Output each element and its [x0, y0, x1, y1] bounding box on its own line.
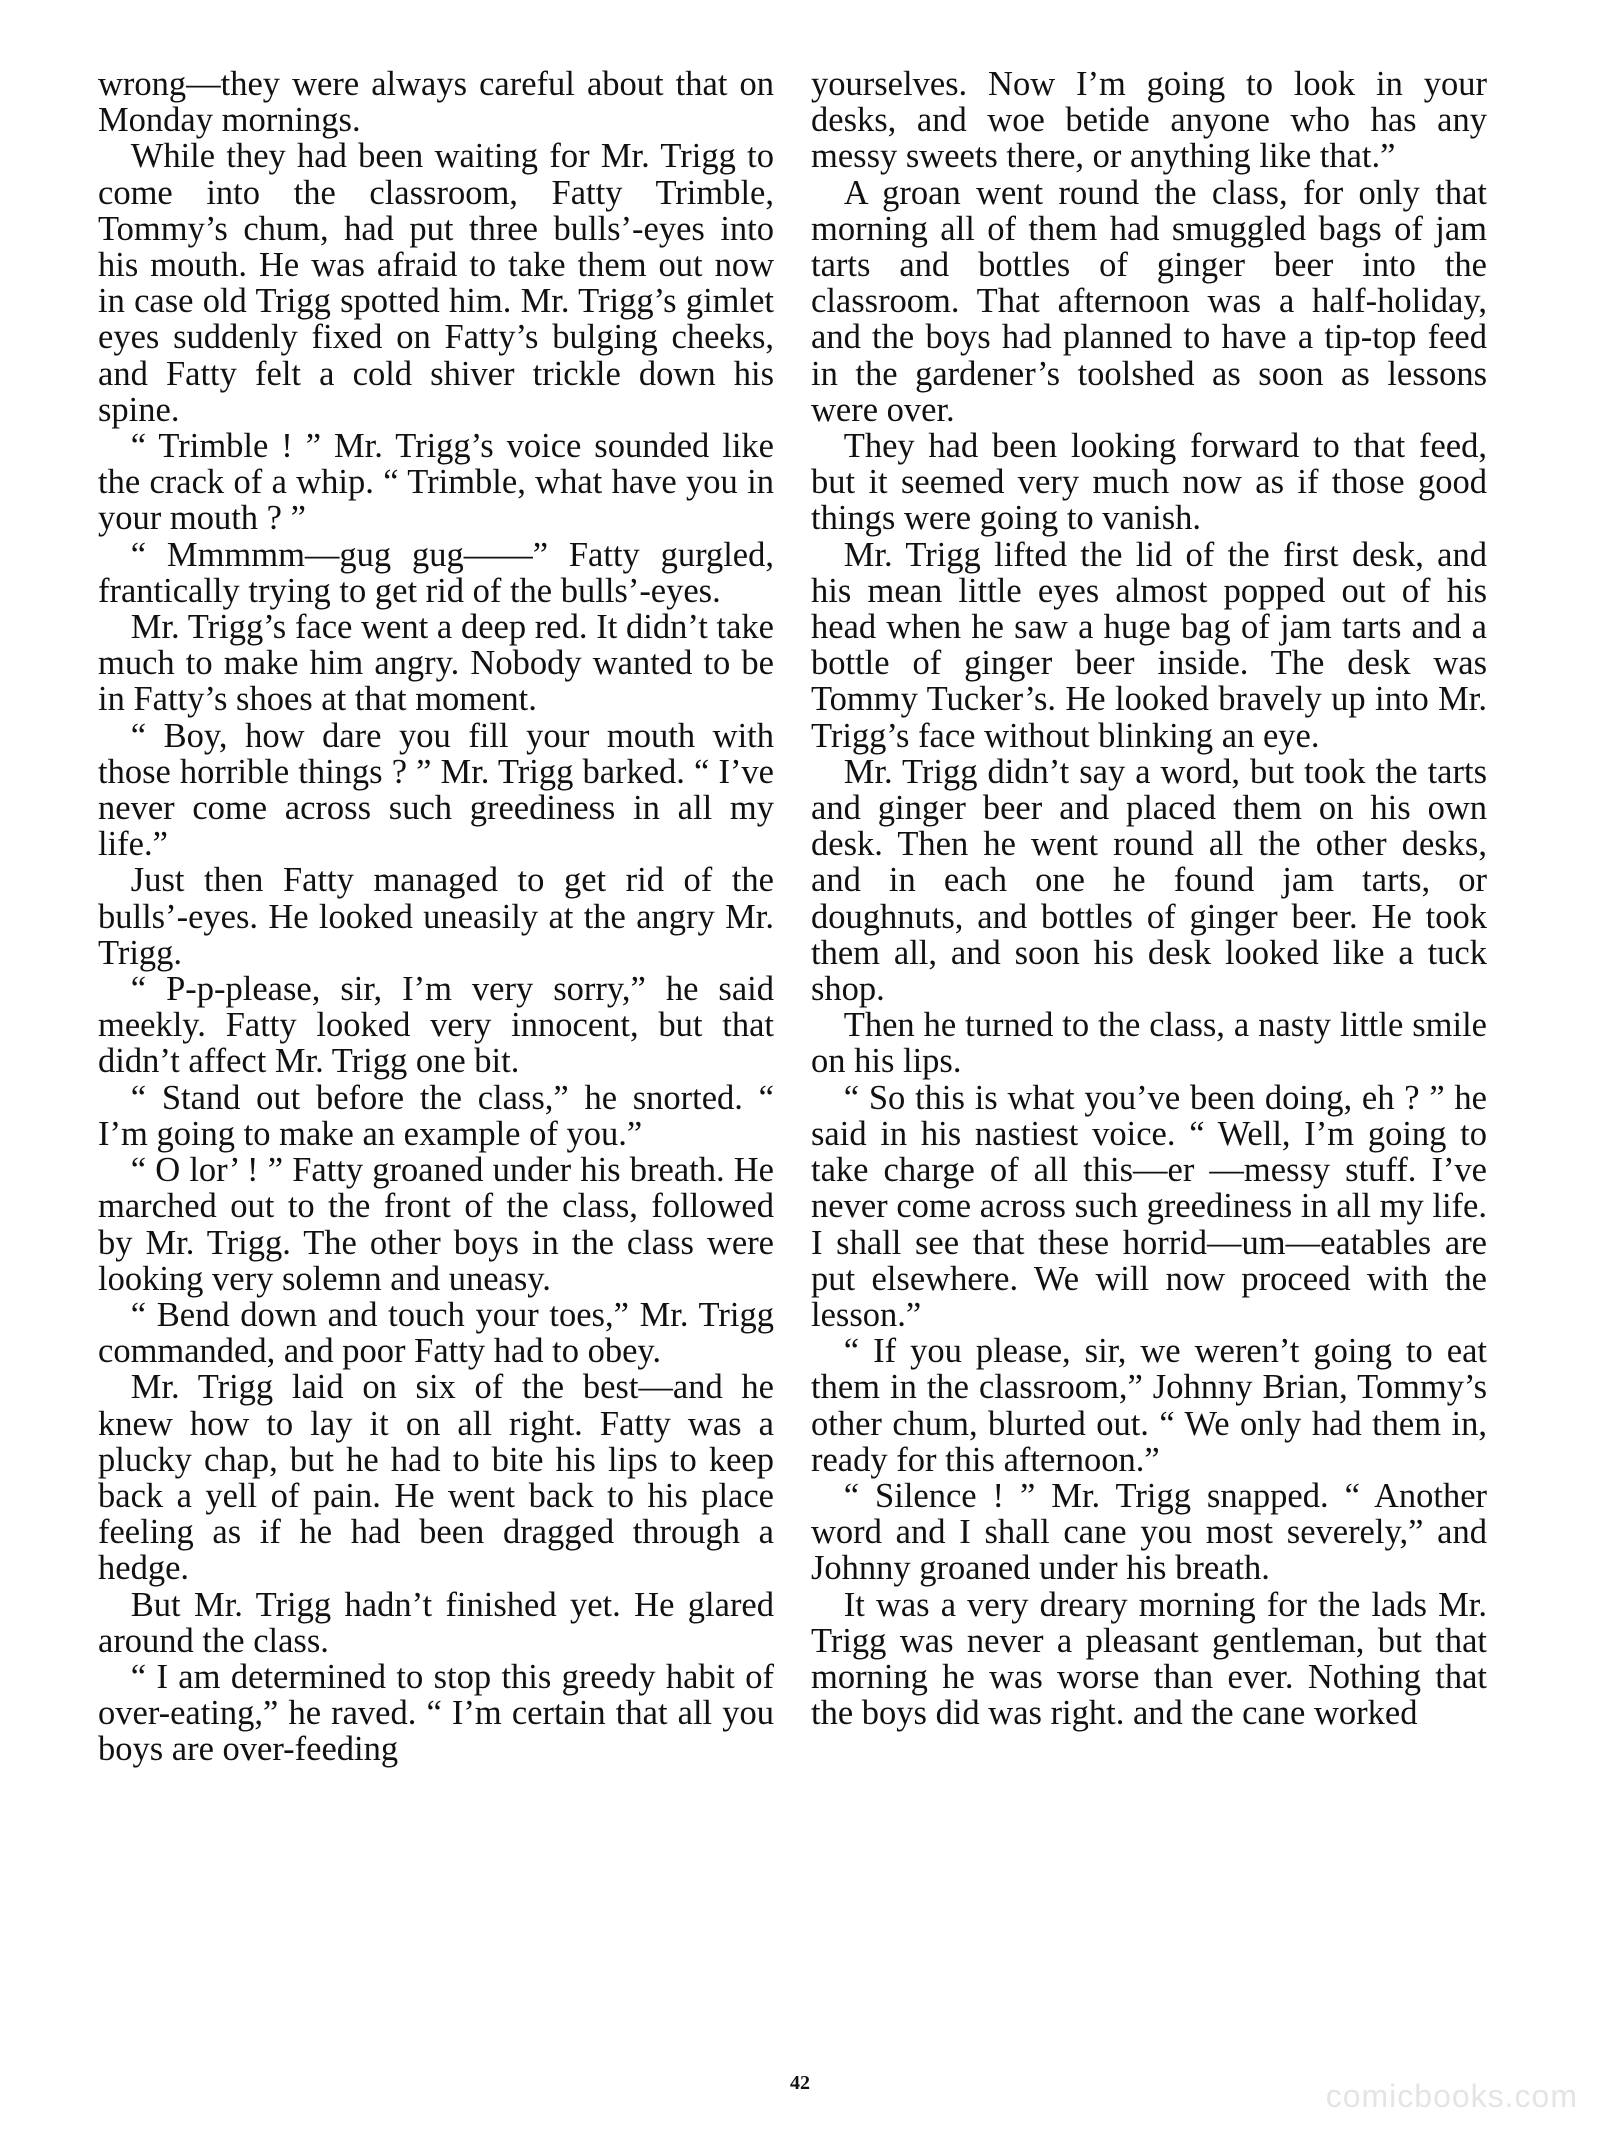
paragraph: “ If you please, sir, we weren’t going to eat them in the classroom,” Johnny Brian, Tommy’s other chum, blurted out. “ We only had them in, ready for this afternoon.” [811, 1332, 1487, 1479]
paragraph: They had been looking forward to that feed, but it seemed very much now as if those good things were going to vanish. [811, 427, 1487, 538]
paragraph: Just then Fatty managed to get rid of the bulls’-eyes. He looked uneasily at the angry Mr. Trigg. [98, 861, 774, 972]
paragraph: While they had been waiting for Mr. Trigg to come into the classroom, Fatty Trimble, Tommy’s chum, had put three bulls’-eyes into his mouth. He was afraid to take them out now in case old Trigg spotted him. Mr. Trigg’s gimlet eyes suddenly fixed on Fatty’s bulging cheeks, and Fatty felt a cold shiver trickle down his spine. [98, 137, 774, 429]
paragraph: “ Silence ! ” Mr. Trigg snapped. “ Another word and I shall cane you most severely,” and Johnny groaned under his breath. [811, 1476, 1487, 1588]
paragraph: Mr. Trigg lifted the lid of the first desk, and his mean little eyes almost popped out of his head when he saw a huge bag of jam tarts and a bottle of ginger beer inside. The desk was Tommy Tucker’s. He looked bravely up into Mr. Trigg’s face without blinking an eye. [811, 535, 1487, 755]
paragraph: “ Bend down and touch your toes,” Mr. Trigg commanded, and poor Fatty had to obey. [98, 1295, 774, 1371]
paragraph: wrong—they were always careful about that on Monday mornings. [98, 65, 774, 140]
paragraph: “ Trimble ! ” Mr. Trigg’s voice sounded like the crack of a whip. “ Trimble, what have you in your mouth ? ” [98, 427, 774, 538]
paragraph: But Mr. Trigg hadn’t finished yet. He glared around the class. [98, 1585, 774, 1660]
paragraph: “ So this is what you’ve been doing, eh ? ” he said in his nastiest voice. “ Well, I’m going to take charge of all this—er —messy stuff. I’ve never come across such greediness in all my life. I shall see that these horrid—um—eatables are put elsewhere. We will now proceed with the lesson.” [811, 1078, 1487, 1334]
paragraph: “ P-p-please, sir, I’m very sorry,” he said meekly. Fatty looked very innocent, but that didn’t affect Mr. Trigg one bit. [98, 970, 774, 1081]
paragraph: “ O lor’ ! ” Fatty groaned under his breath. He marched out to the front of the class, followed by Mr. Trigg. The other boys in the class were looking very solemn and uneasy. [98, 1151, 774, 1298]
left-column [98, 66, 774, 1768]
paragraph: yourselves. Now I’m going to look in your desks, and woe betide anyone who has any messy sweets there, or anything like that.” [811, 65, 1487, 176]
paragraph: “ Boy, how dare you fill your mouth with those horrible things ? ” Mr. Trigg barked. “ I’ve never come across such greediness in all my life.” [98, 716, 774, 864]
paragraph: “ I am determined to stop this greedy habit of over-eating,” he raved. “ I’m certain that all you boys are over-feeding [98, 1657, 774, 1769]
paragraph: It was a very dreary morning for the lads Mr. Trigg was never a pleasant gentleman, but that morning he was worse than ever. Nothing that the boys did was right. and the cane worked [811, 1585, 1487, 1733]
site-watermark: comicbooks.com [1325, 2078, 1578, 2114]
right-column [811, 66, 1487, 1731]
paragraph: Mr. Trigg didn’t say a word, but took the tarts and ginger beer and placed them on his own desk. Then he went round all the other desks, and in each one he found jam tarts, or doughnuts, and bottles of ginger beer. He took them all, and soon his desk looked like a tuck shop. [811, 752, 1487, 1009]
paragraph: “ Stand out before the class,” he snorted. “ I’m going to make an example of you.” [98, 1078, 774, 1153]
page-number: 42 [790, 2072, 810, 2094]
paragraph: A groan went round the class, for only that morning all of them had smuggled bags of jam tarts and bottles of ginger beer into the classroom. That afternoon was a half-holiday, and the boys had planned to have a tip-top feed in the gardener’s toolshed as soon as lessons were over. [811, 173, 1487, 429]
paragraph: Mr. Trigg laid on six of the best—and he knew how to lay it on all right. Fatty was a plucky chap, but he had to bite his lips to keep back a yell of pain. He went back to his place feeling as if he had been dragged through a hedge. [98, 1368, 774, 1588]
paragraph: Mr. Trigg’s face went a deep red. It didn’t take much to make him angry. Nobody wanted to be in Fatty’s shoes at that moment. [98, 608, 774, 719]
paragraph: Then he turned to the class, a nasty little smile on his lips. [811, 1006, 1487, 1081]
paragraph: “ Mmmmm—gug gug——” Fatty gurgled, frantically trying to get rid of the bulls’-eyes. [98, 535, 774, 610]
